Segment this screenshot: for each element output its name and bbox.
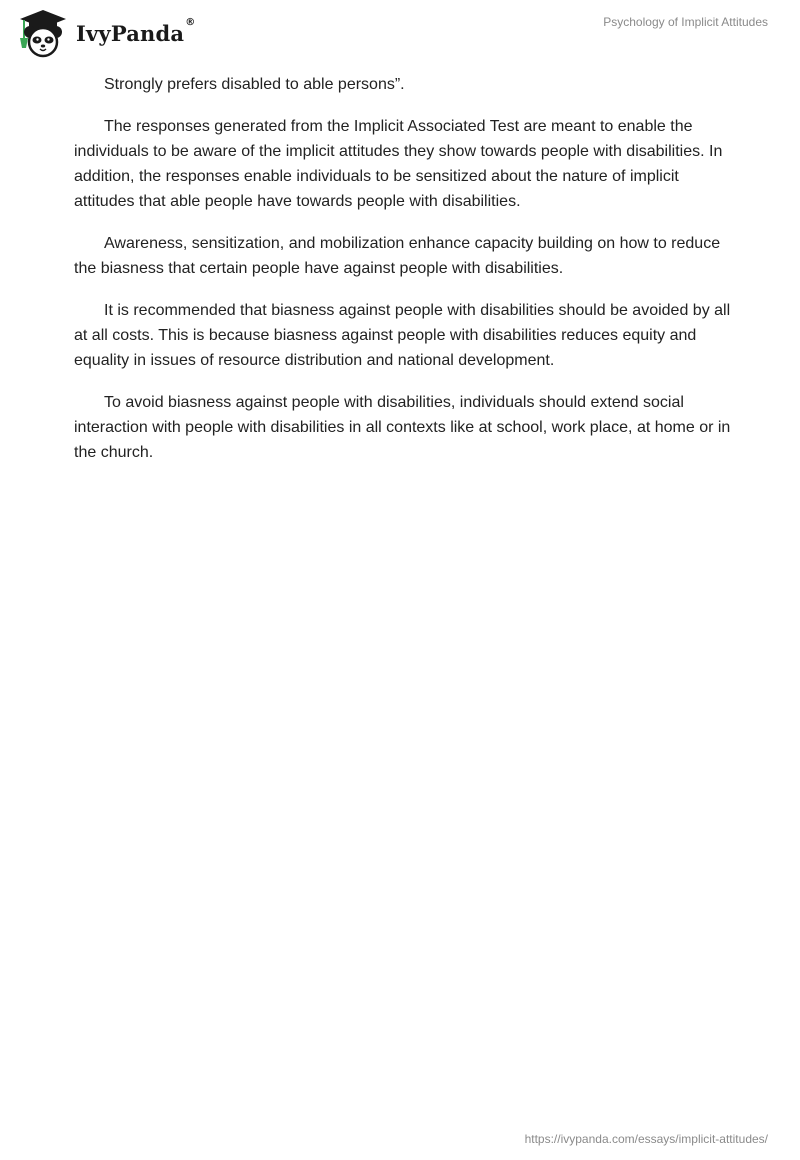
ivypanda-logo[interactable]	[14, 8, 195, 58]
registered-mark: ®	[185, 16, 196, 28]
paragraph: To avoid biasness against people with disabilities, individuals should extend social interaction with people with disabilities in all contexts like at school, work place, at home or in the church.	[74, 394, 731, 461]
brand-name-text: IvyPanda	[76, 20, 185, 46]
paragraph: Strongly prefers disabled to able persons”.	[104, 76, 405, 93]
paragraph: The responses generated from the Implicit Associated Test are meant to enable the individuals to be aware of the implicit attitudes they show towards people with disabilities. In addition, the responses enable individuals to be sensitized about the nature of implicit attitudes that able people have towards people with disabilities.	[74, 118, 723, 210]
brand-name	[76, 16, 196, 46]
essay-body	[74, 72, 734, 482]
document-title: Psychology of Implicit Attitudes	[603, 15, 768, 29]
paragraph: It is recommended that biasness against people with disabilities should be avoided by all at all costs. This is because biasness against people with disabilities reduces equity and equality in issues of resource distribution and national development.	[74, 302, 731, 369]
source-url-link[interactable]: https://ivypanda.com/essays/implicit-attitudes/	[524, 1132, 768, 1146]
paragraph: Awareness, sensitization, and mobilization enhance capacity building on how to reduce the biasness that certain people have against people with disabilities.	[74, 235, 721, 277]
panda-graduate-icon	[14, 8, 72, 58]
